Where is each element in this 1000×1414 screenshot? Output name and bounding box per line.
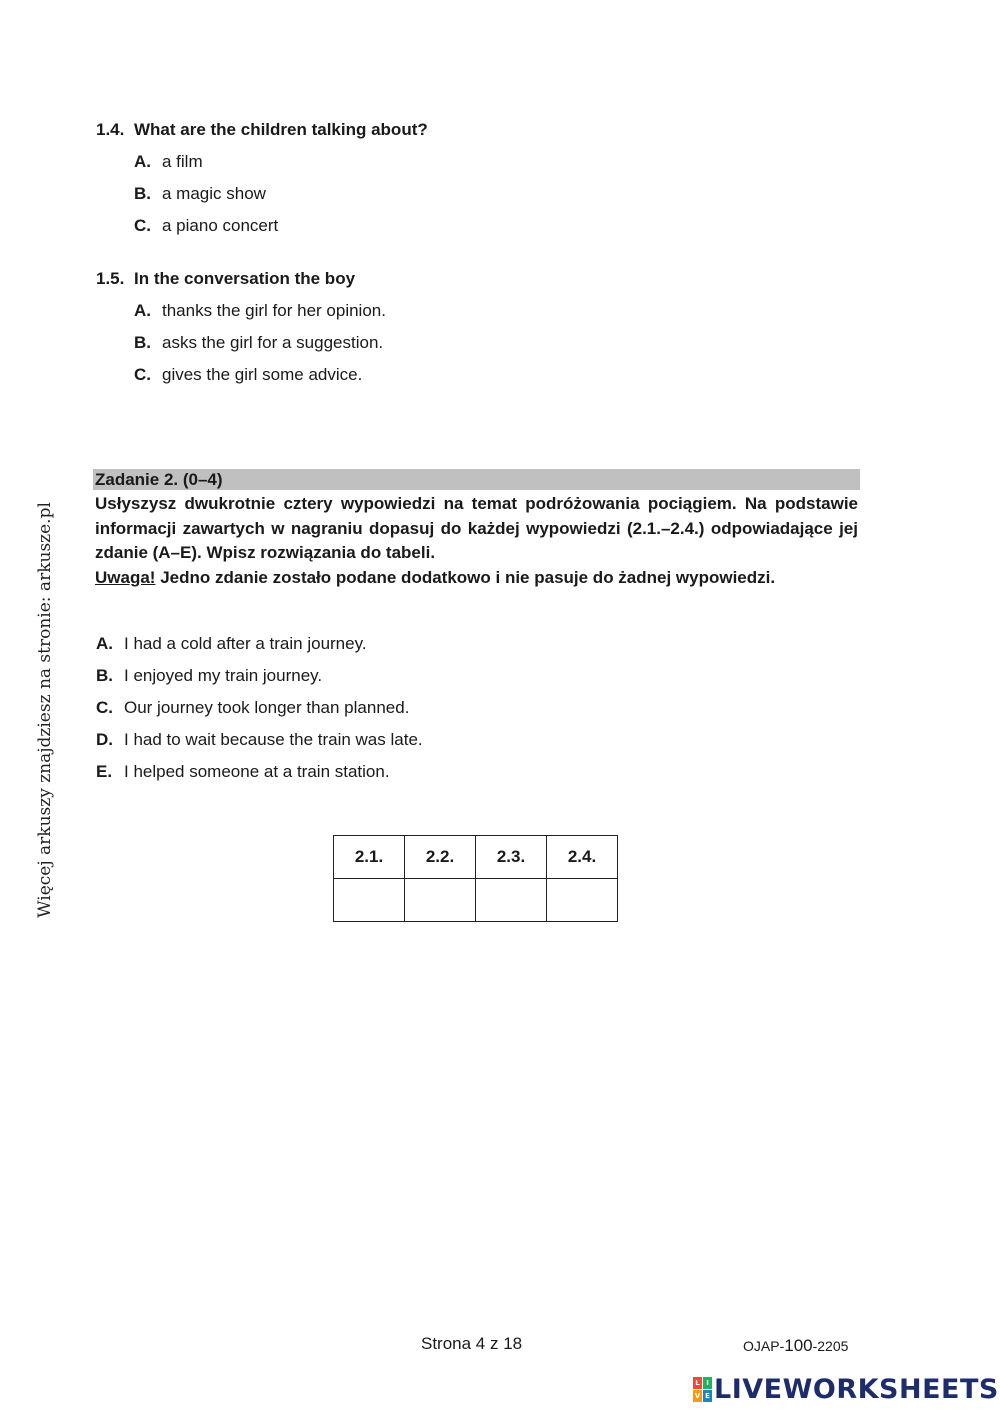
sentence-text: Our journey took longer than planned.: [124, 698, 410, 717]
option-1-4-c[interactable]: [134, 216, 278, 236]
liveworksheets-logo: [693, 1374, 999, 1405]
sentence-text: I had to wait because the train was late.: [124, 730, 423, 749]
answer-table: [333, 835, 618, 922]
answer-input-2-4[interactable]: [547, 879, 618, 922]
side-watermark-text: Więcej arkuszy znajdziesz na stronie: arkusze.pl: [35, 502, 55, 918]
exam-code-suffix: -2205: [812, 1338, 849, 1354]
option-text: a magic show: [162, 184, 266, 203]
question-1-4: [96, 120, 428, 140]
option-1-5-a[interactable]: [134, 301, 386, 321]
option-1-5-b[interactable]: [134, 333, 383, 353]
option-text: asks the girl for a suggestion.: [162, 333, 384, 352]
task-2-header: Zadanie 2. (0–4): [93, 469, 860, 490]
option-letter: A.: [134, 301, 151, 320]
logo-square-e: E: [703, 1390, 712, 1402]
option-1-4-b[interactable]: [134, 184, 266, 204]
question-1-5: [96, 269, 355, 289]
sentence-letter: C.: [96, 698, 113, 717]
option-letter: B.: [134, 333, 151, 352]
sentence-letter: B.: [96, 666, 113, 685]
liveworksheets-icon: [693, 1377, 712, 1402]
logo-square-l: L: [693, 1377, 702, 1389]
answer-header-2-4: 2.4.: [547, 836, 618, 879]
option-letter: B.: [134, 184, 151, 203]
sentence-e: [96, 762, 390, 782]
sentence-d: [96, 730, 423, 750]
option-text: thanks the girl for her opinion.: [162, 301, 386, 320]
answer-header-2-2: 2.2.: [405, 836, 476, 879]
sentence-text: I helped someone at a train station.: [124, 762, 390, 781]
option-letter: C.: [134, 365, 151, 384]
note-label: Uwaga!: [95, 567, 156, 587]
sentence-letter: E.: [96, 762, 113, 781]
option-1-4-a[interactable]: [134, 152, 203, 172]
option-letter: C.: [134, 216, 151, 235]
answer-input-2-3[interactable]: [476, 879, 547, 922]
sentence-b: [96, 666, 322, 686]
question-text: In the conversation the boy: [134, 269, 356, 288]
option-letter: A.: [134, 152, 151, 171]
answer-header-2-1: 2.1.: [334, 836, 405, 879]
sentence-letter: D.: [96, 730, 113, 749]
question-number: 1.5.: [96, 269, 125, 288]
instruction-note: [95, 566, 858, 591]
question-text: What are the children talking about?: [134, 120, 428, 139]
task-2-instructions: [95, 492, 858, 590]
question-number: 1.4.: [96, 120, 125, 139]
note-text: Jedno zdanie zostało podane dodatkowo i nie pasuje do żadnej wypowiedzi.: [155, 567, 776, 587]
logo-square-v: V: [694, 1392, 701, 1400]
option-text: a film: [162, 152, 203, 171]
instruction-text: Usłyszysz dwukrotnie cztery wypowiedzi na temat podróżowania pociągiem. Na podstawie informacji zawartych w nagraniu dopasuj do każdej wypowiedzi (2.1.–2.4.) odpowiadające jej zdanie (A–E). Wpisz rozwiązania do tabeli.: [95, 494, 858, 562]
answer-input-2-2[interactable]: [405, 879, 476, 922]
answer-table-input-row: [334, 879, 618, 922]
page-number: Strona 4 z 18: [421, 1334, 523, 1353]
exam-code-prefix: OJAP-: [743, 1338, 785, 1354]
sentence-text: I enjoyed my train journey.: [124, 666, 323, 685]
logo-square-i: I: [703, 1377, 712, 1389]
answer-header-2-3: 2.3.: [476, 836, 547, 879]
liveworksheets-wordmark: LIVEWORKSHEETS: [714, 1374, 999, 1405]
answer-input-2-1[interactable]: [334, 879, 405, 922]
option-text: a piano concert: [162, 216, 279, 235]
exam-code-mid: 100: [784, 1336, 813, 1355]
option-text: gives the girl some advice.: [162, 365, 363, 384]
sentence-text: I had a cold after a train journey.: [124, 634, 367, 653]
sentence-a: [96, 634, 367, 654]
answer-table-header-row: [334, 836, 618, 879]
option-1-5-c[interactable]: [134, 365, 362, 385]
sentence-c: [96, 698, 409, 718]
exam-code: [743, 1336, 848, 1356]
sentence-letter: A.: [96, 634, 113, 653]
